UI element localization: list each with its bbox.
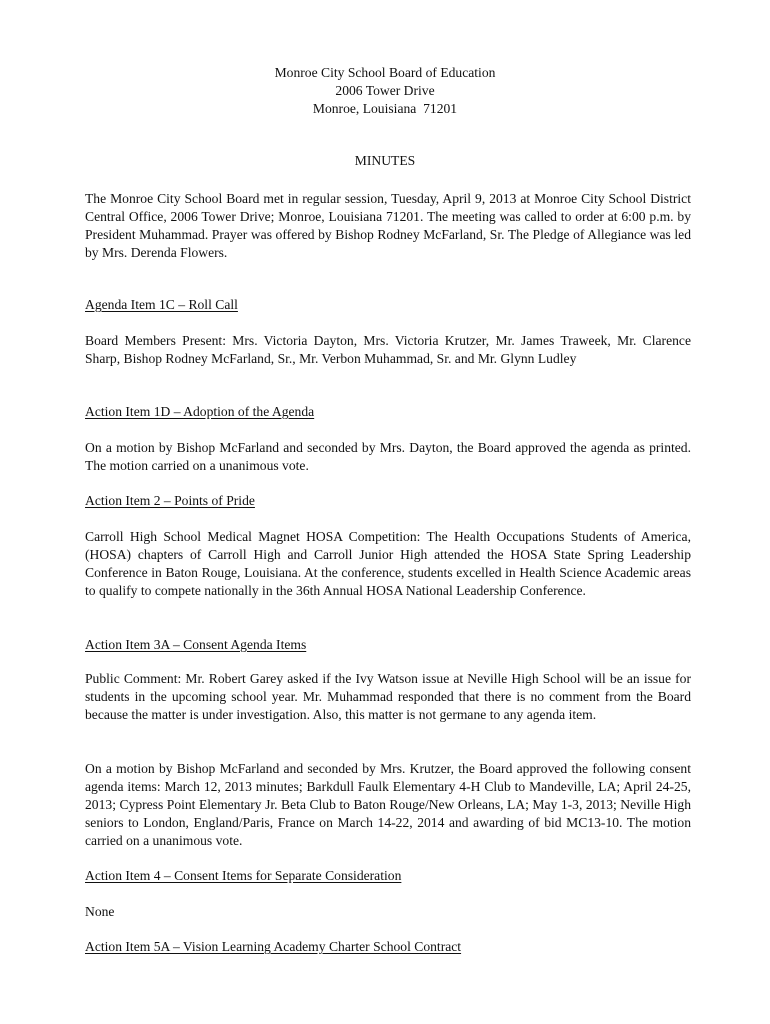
public-comment-paragraph: Public Comment: Mr. Robert Garey asked if the Ivy Watson issue at Neville High School will be an issue for students in the upcoming school year. Mr. Muhammad responded that there is no comment from the Board because the matter is under investigation. Also, this matter is not germane to any agenda item.: [85, 671, 691, 722]
section-heading-points-of-pride: Action Item 2 – Points of Pride: [85, 493, 255, 508]
city-address: Monroe, Louisiana 71201: [312, 101, 458, 116]
roll-call-paragraph: Board Members Present: Mrs. Victoria Dayton, Mrs. Victoria Krutzer, Mr. James Traweek, Mr. Clarence Sharp, Bishop Rodney McFarland, Sr., Mr. Verbon Muhammad, Sr. and Mr. Glynn Ludley: [85, 333, 691, 366]
document-title: MINUTES: [354, 153, 416, 168]
section-heading-separate-consideration: Action Item 4 – Consent Items for Separate Consideration: [85, 868, 402, 883]
adoption-agenda-paragraph: On a motion by Bishop McFarland and seconded by Mrs. Dayton, the Board approved the agenda as printed. The motion carried on a unanimous vote.: [85, 440, 691, 473]
points-of-pride-paragraph: Carroll High School Medical Magnet HOSA Competition: The Health Occupations Students of America, (HOSA) chapters of Carroll High and Carroll Junior High attended the HOSA State Spring Leadership Conference in Baton Rouge, Louisiana. At the conference, students excelled in Health Science Academic areas to qualify to compete nationally in the 36th Annual HOSA National Leadership Conference.: [85, 529, 691, 598]
street-address: 2006 Tower Drive: [335, 83, 435, 98]
section-heading-roll-call: Agenda Item 1C – Roll Call: [85, 297, 238, 312]
section-heading-charter-contract: Action Item 5A – Vision Learning Academy Charter School Contract: [85, 939, 462, 954]
section-heading-adoption-agenda: Action Item 1D – Adoption of the Agenda: [85, 404, 315, 419]
consent-motion-paragraph: On a motion by Bishop McFarland and seconded by Mrs. Krutzer, the Board approved the following consent agenda items: March 12, 2013 minutes; Barkdull Faulk Elementary 4-H Club to Mandeville, LA; April 24-25, 2013; Cypress Point Elementary Jr. Beta Club to Baton Rouge/New Orleans, LA; May 1-3, 2013; Neville High seniors to London, England/Paris, France on March 14-22, 2014 and awarding of bid MC13-10. The motion carried on a unanimous vote.: [85, 761, 691, 848]
org-name: Monroe City School Board of Education: [274, 65, 496, 80]
intro-paragraph: The Monroe City School Board met in regular session, Tuesday, April 9, 2013 at Monroe City School District Central Office, 2006 Tower Drive; Monroe, Louisiana 71201. The meeting was called to order at 6:00 p.m. by President Muhammad. Prayer was offered by Bishop Rodney McFarland, Sr. The Pledge of Allegiance was led by Mrs. Derenda Flowers.: [85, 191, 691, 260]
letterhead: [0, 64, 770, 118]
section-heading-consent-agenda: Action Item 3A – Consent Agenda Items: [85, 637, 307, 652]
separate-consideration-paragraph: None: [85, 904, 115, 919]
